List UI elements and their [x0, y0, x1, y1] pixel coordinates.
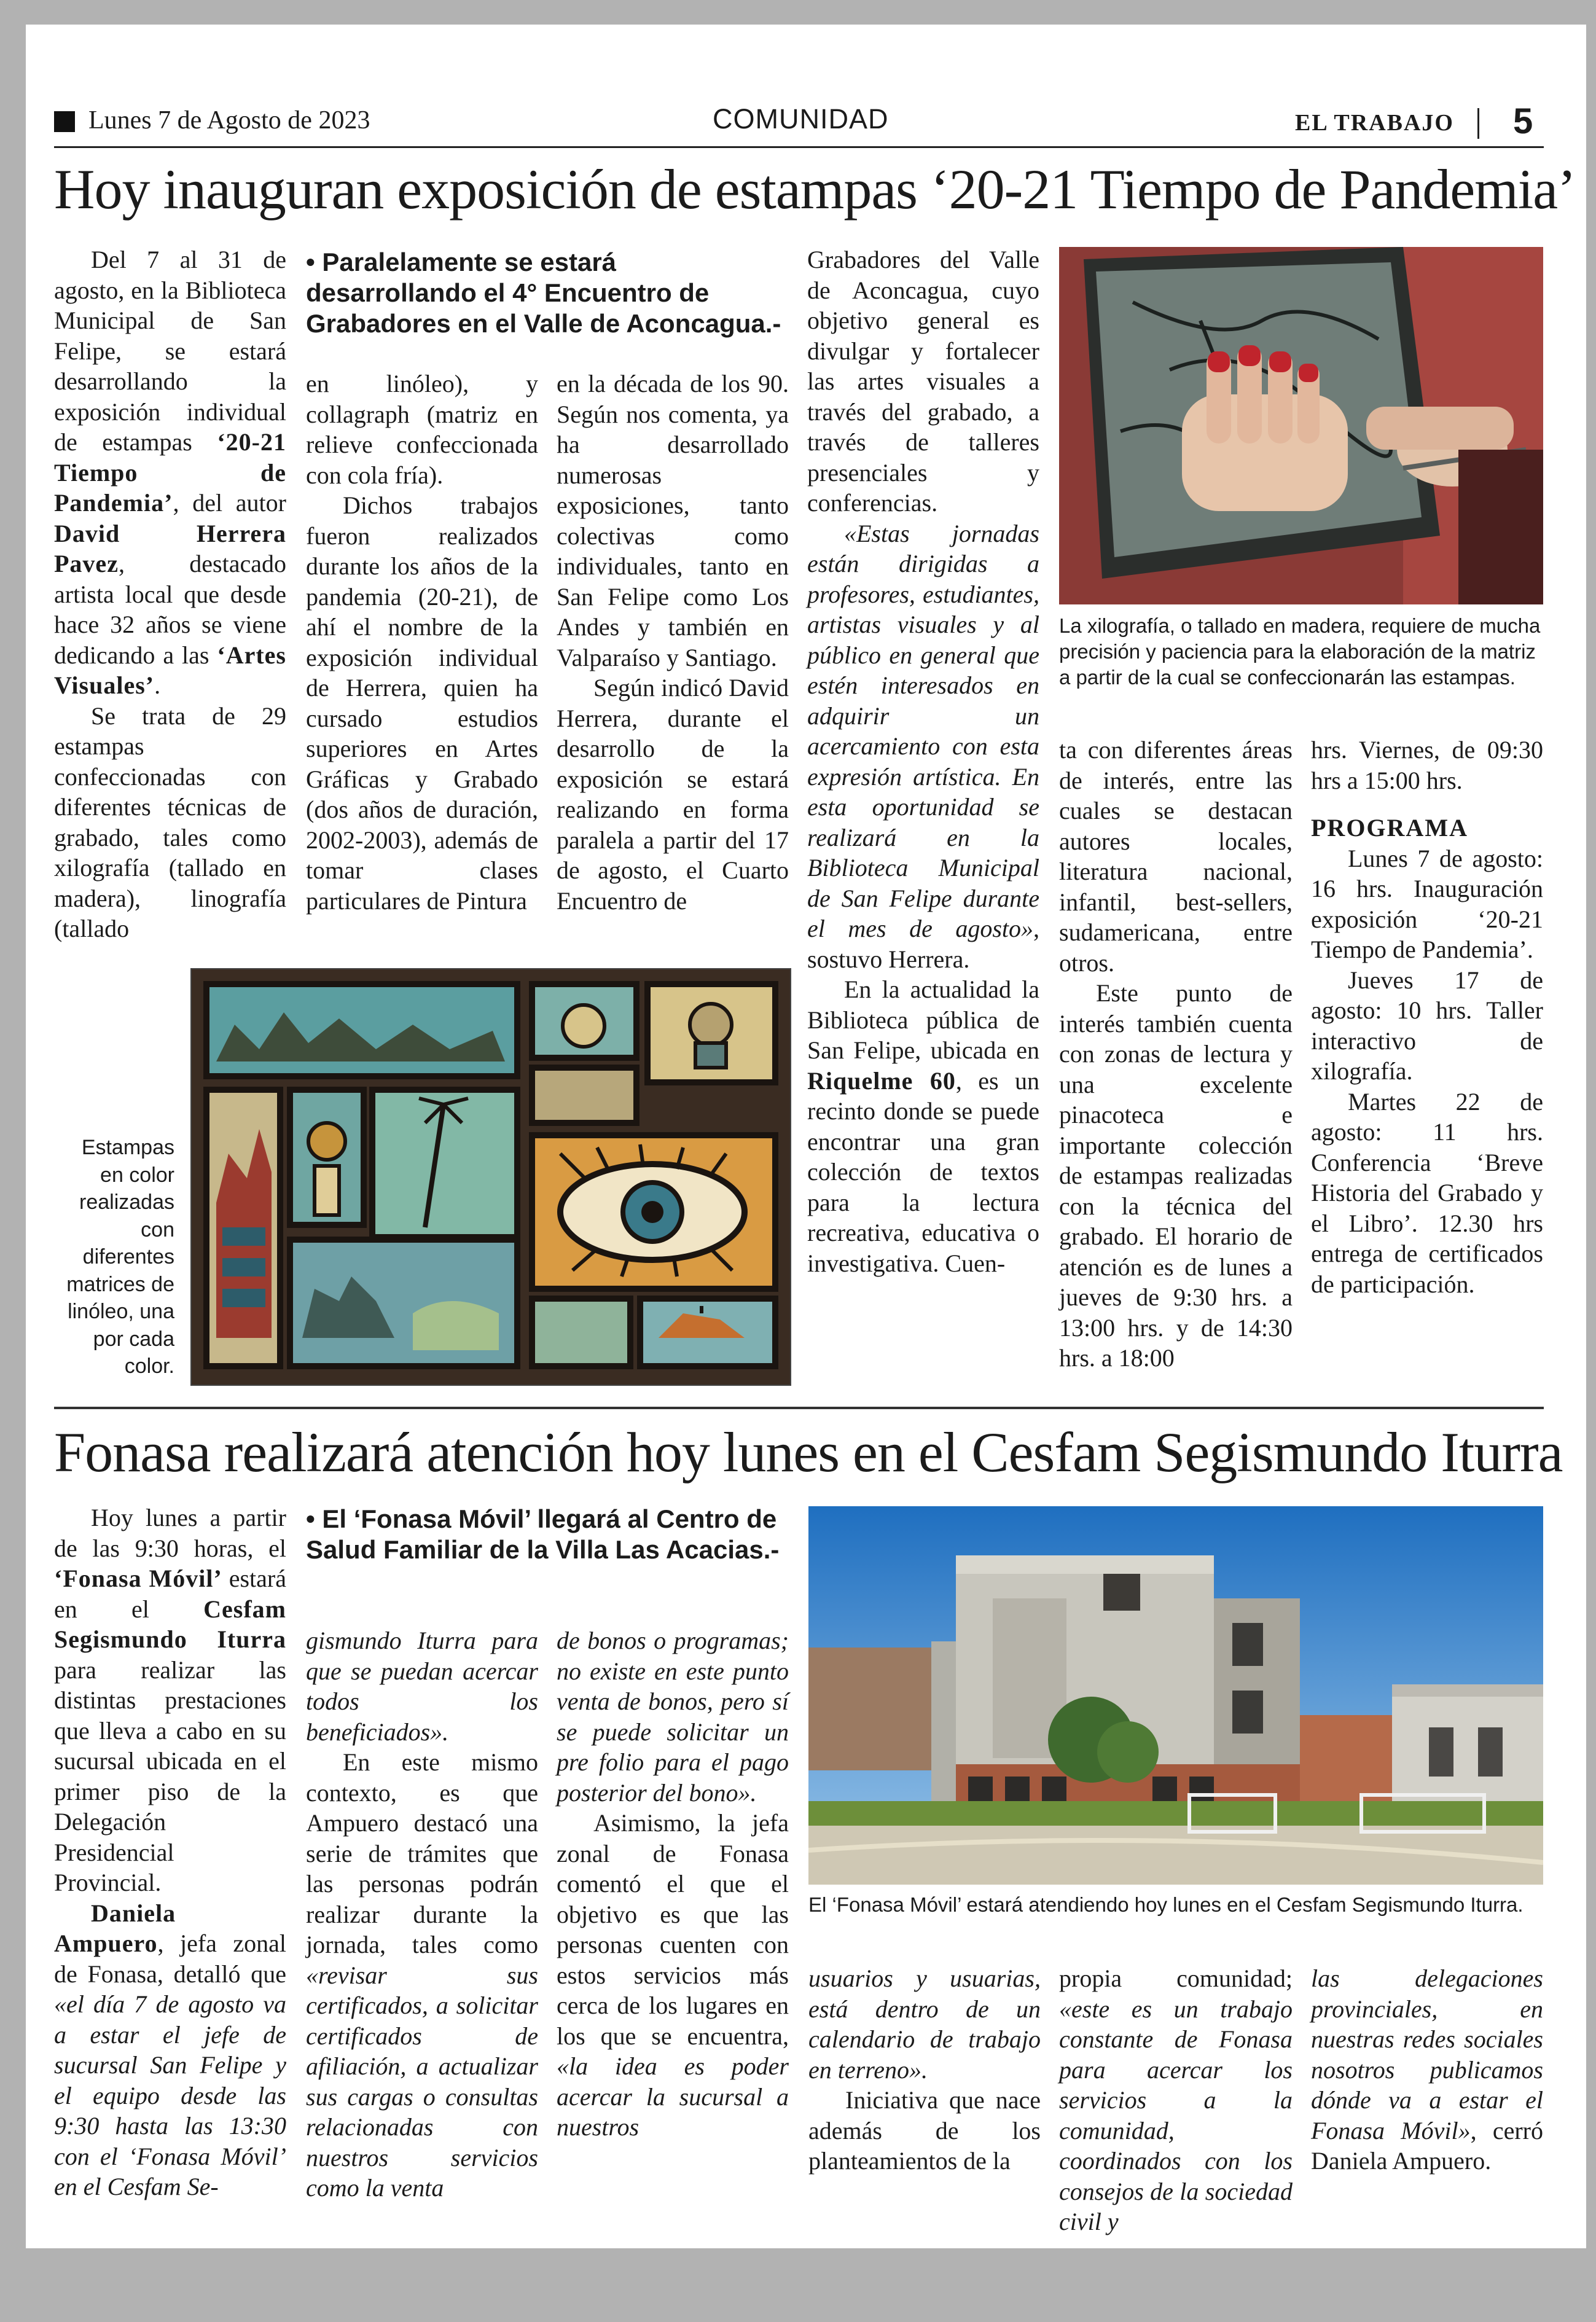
- article2-lead: • El ‘Fonasa Móvil’ llegará al Centro de Salud Familiar de la Villa Las Acacias.-: [306, 1504, 780, 1564]
- article1-column-2: en linóleo), y collagraph (matriz en relieve confeccionada con cola fría). Dichos trabajos fueron realizados durante los años de la pandemia (20-21), de ahí el nombre de la exposición individual de Herrera, quien ha cursado estudios superiores en Artes Gráficas y Grabado (dos años de duración, 2002-2003), además de tomar clases particulares de Pintura: [306, 370, 538, 915]
- article1-column-3: en la década de los 90. Según nos comenta, ya ha desarrollado numerosas exposiciones, tanto colectivas como individuales, tanto en San Felipe como Los Andes y también en Valparaíso y Santiago. Según indicó David Herrera, durante el desarrollo de la exposición se estará realizando en forma paralela a partir del 17 de agosto, el Cuarto Encuentro de: [557, 370, 789, 915]
- article2-photo-caption: El ‘Fonasa Móvil’ estará atendiendo hoy lunes en el Cesfam Segismundo Iturra.: [808, 1893, 1524, 1916]
- article2-column-4: usuarios y usuarias, está dentro de un calendario de trabajo en terreno». Iniciativa que nace además de los planteamientos de la: [808, 1964, 1041, 2175]
- page-header: [54, 103, 1544, 148]
- article-divider: [54, 1407, 1544, 1409]
- woodcut-carving-photo: [1059, 247, 1543, 604]
- article1-photo-caption: La xilografía, o tallado en madera, requiere de mucha precisión y paciencia para la elaboración de la matriz a partir de la cual se confeccionarán las estampas.: [1059, 614, 1541, 689]
- article2-column-3: de bonos o programas; no existe en este punto venta de bonos, pero sí se puede solicitar un pre folio para el pago posterior del bono». Asimismo, la jefa zonal de Fonasa comentó el que el objetivo es que las personas cuenten con estos servicios más cerca de los lugares en los que se encuentra, «la idea es poder acercar la sucursal a nuestros: [557, 1627, 789, 2141]
- article2-column-2: gismundo Iturra para que se puedan acercar todos los beneficiados». En este mismo contexto, es que Ampuero destacó una serie de trámites que las personas podrán realizar durante la jornada, tales como «revisar sus certificados, a solicitar certificados de afiliación, a actualizar sus cargas o consultas relacionadas con nuestros servicios como la venta: [306, 1627, 538, 2202]
- article1-artwork-caption: Estampas en color realizadas con diferentes matrices de linóleo, una por cada color.: [66, 1136, 174, 1378]
- article2-column-1: Hoy lunes a partir de las 9:30 horas, el ‘Fonasa Móvil’ estará en el Cesfam Segismundo Iturra para realizar las distintas prestaciones que lleva a cabo en su sucursal ubicada en el primer piso de la Delegación Presidencial Provincial. Daniela Ampuero, jefa zonal de Fonasa, detalló que «el día 7 de agosto va a estar el jefe de sucursal San Felipe y el equipo desde las 9:30 hasta las 13:30 con el ‘Fonasa Móvil’ en el Cesfam Se-: [54, 1504, 286, 2200]
- article1-column-5: ta con diferentes áreas de interés, entre las cuales se destacan autores locales, literatura nacional, infantil, best-sellers, sudamericana, entre otros. Este punto de interés también cuenta con zonas de lectura y una excelente pinacoteca e importante colección de estampas realizadas con la técnica del grabado. El horario de atención es de lunes a jueves de 9:30 hrs. a 13:00 hrs. y de 14:30 hrs. a 18:00: [1059, 736, 1293, 1372]
- header-paper-name: EL TRABAJO: [1295, 110, 1454, 136]
- linocut-artwork: [190, 968, 791, 1386]
- header-page-number: 5: [1513, 101, 1533, 141]
- article1-column-1: Del 7 al 31 de agosto, en la Biblioteca Municipal de San Felipe, se estará desarrollando la exposición individual de estampas ‘20-21 Tiempo de Pandemia’, del autor David Herrera Pavez, destacado artista local que desde hace 32 años se viene dedicando a las ‘Artes Visuales’. Se trata de 29 estampas confeccionadas con diferentes técnicas de grabado, tales como xilografía (tallado en madera), linografía (tallado: [54, 246, 286, 942]
- article2-column-5: propia comunidad; «este es un trabajo constante de Fonasa para acercar los servicios a la comunidad, coordinados con los consejos de la sociedad civil y: [1059, 1964, 1293, 2235]
- article1-column-4: Grabadores del Valle de Aconcagua, cuyo objetivo general es divulgar y fortalecer las artes visuales a través del grabado, a través de talleres presenciales y conferencias. «Estas jornadas están dirigidas a profesores, estudiantes, artistas visuales y al público en general que estén interesados en adquirir un acercamiento con esta expresión artística. En esta oportunidad se realizará en la Biblioteca Municipal de San Felipe durante el mes de agosto», sostuvo Herrera. En la actualidad la Biblioteca pública de San Felipe, ubicada en Riquelme 60, es un recinto donde se puede encontrar una gran colección de textos para la lectura recreativa, educativa o investigativa. Cuen-: [807, 246, 1040, 1277]
- article2-column-6: las delegaciones provinciales, en nuestras redes sociales nosotros publicamos dónde va a estar el Fonasa Móvil», cerró Daniela Ampuero.: [1311, 1964, 1543, 2175]
- article1-headline: Hoy inauguran exposición de estampas ‘20-21 Tiempo de Pandemia’: [54, 158, 1576, 221]
- article2-headline: Fonasa realizará atención hoy lunes en el Cesfam Segismundo Iturra: [54, 1421, 1563, 1484]
- article1-lead: • Paralelamente se estará desarrollando el 4° Encuentro de Grabadores en el Valle de Aconcagua.-: [306, 248, 781, 338]
- article1-column-6: hrs. Viernes, de 09:30 hrs a 15:00 hrs. PROGRAMA Lunes 7 de agosto: 16 hrs. Inauguración exposición ‘20-21 Tiempo de Pandemia’. Jueves 17 de agosto: 10 hrs. Taller interactivo de xilografía. Martes 22 de agosto: 11 hrs. Conferencia ‘Breve Historia del Grabado y el Libro’. 12.30 hrs entrega de certificados de participación.: [1311, 736, 1543, 1298]
- header-date: Lunes 7 de Agosto de 2023: [88, 106, 370, 135]
- header-section: COMUNIDAD: [713, 103, 889, 135]
- header-divider: [1477, 108, 1479, 139]
- cesfam-building-photo: [808, 1506, 1543, 1885]
- header-square-icon: [54, 111, 75, 132]
- program-title: PROGRAMA: [1311, 814, 1468, 842]
